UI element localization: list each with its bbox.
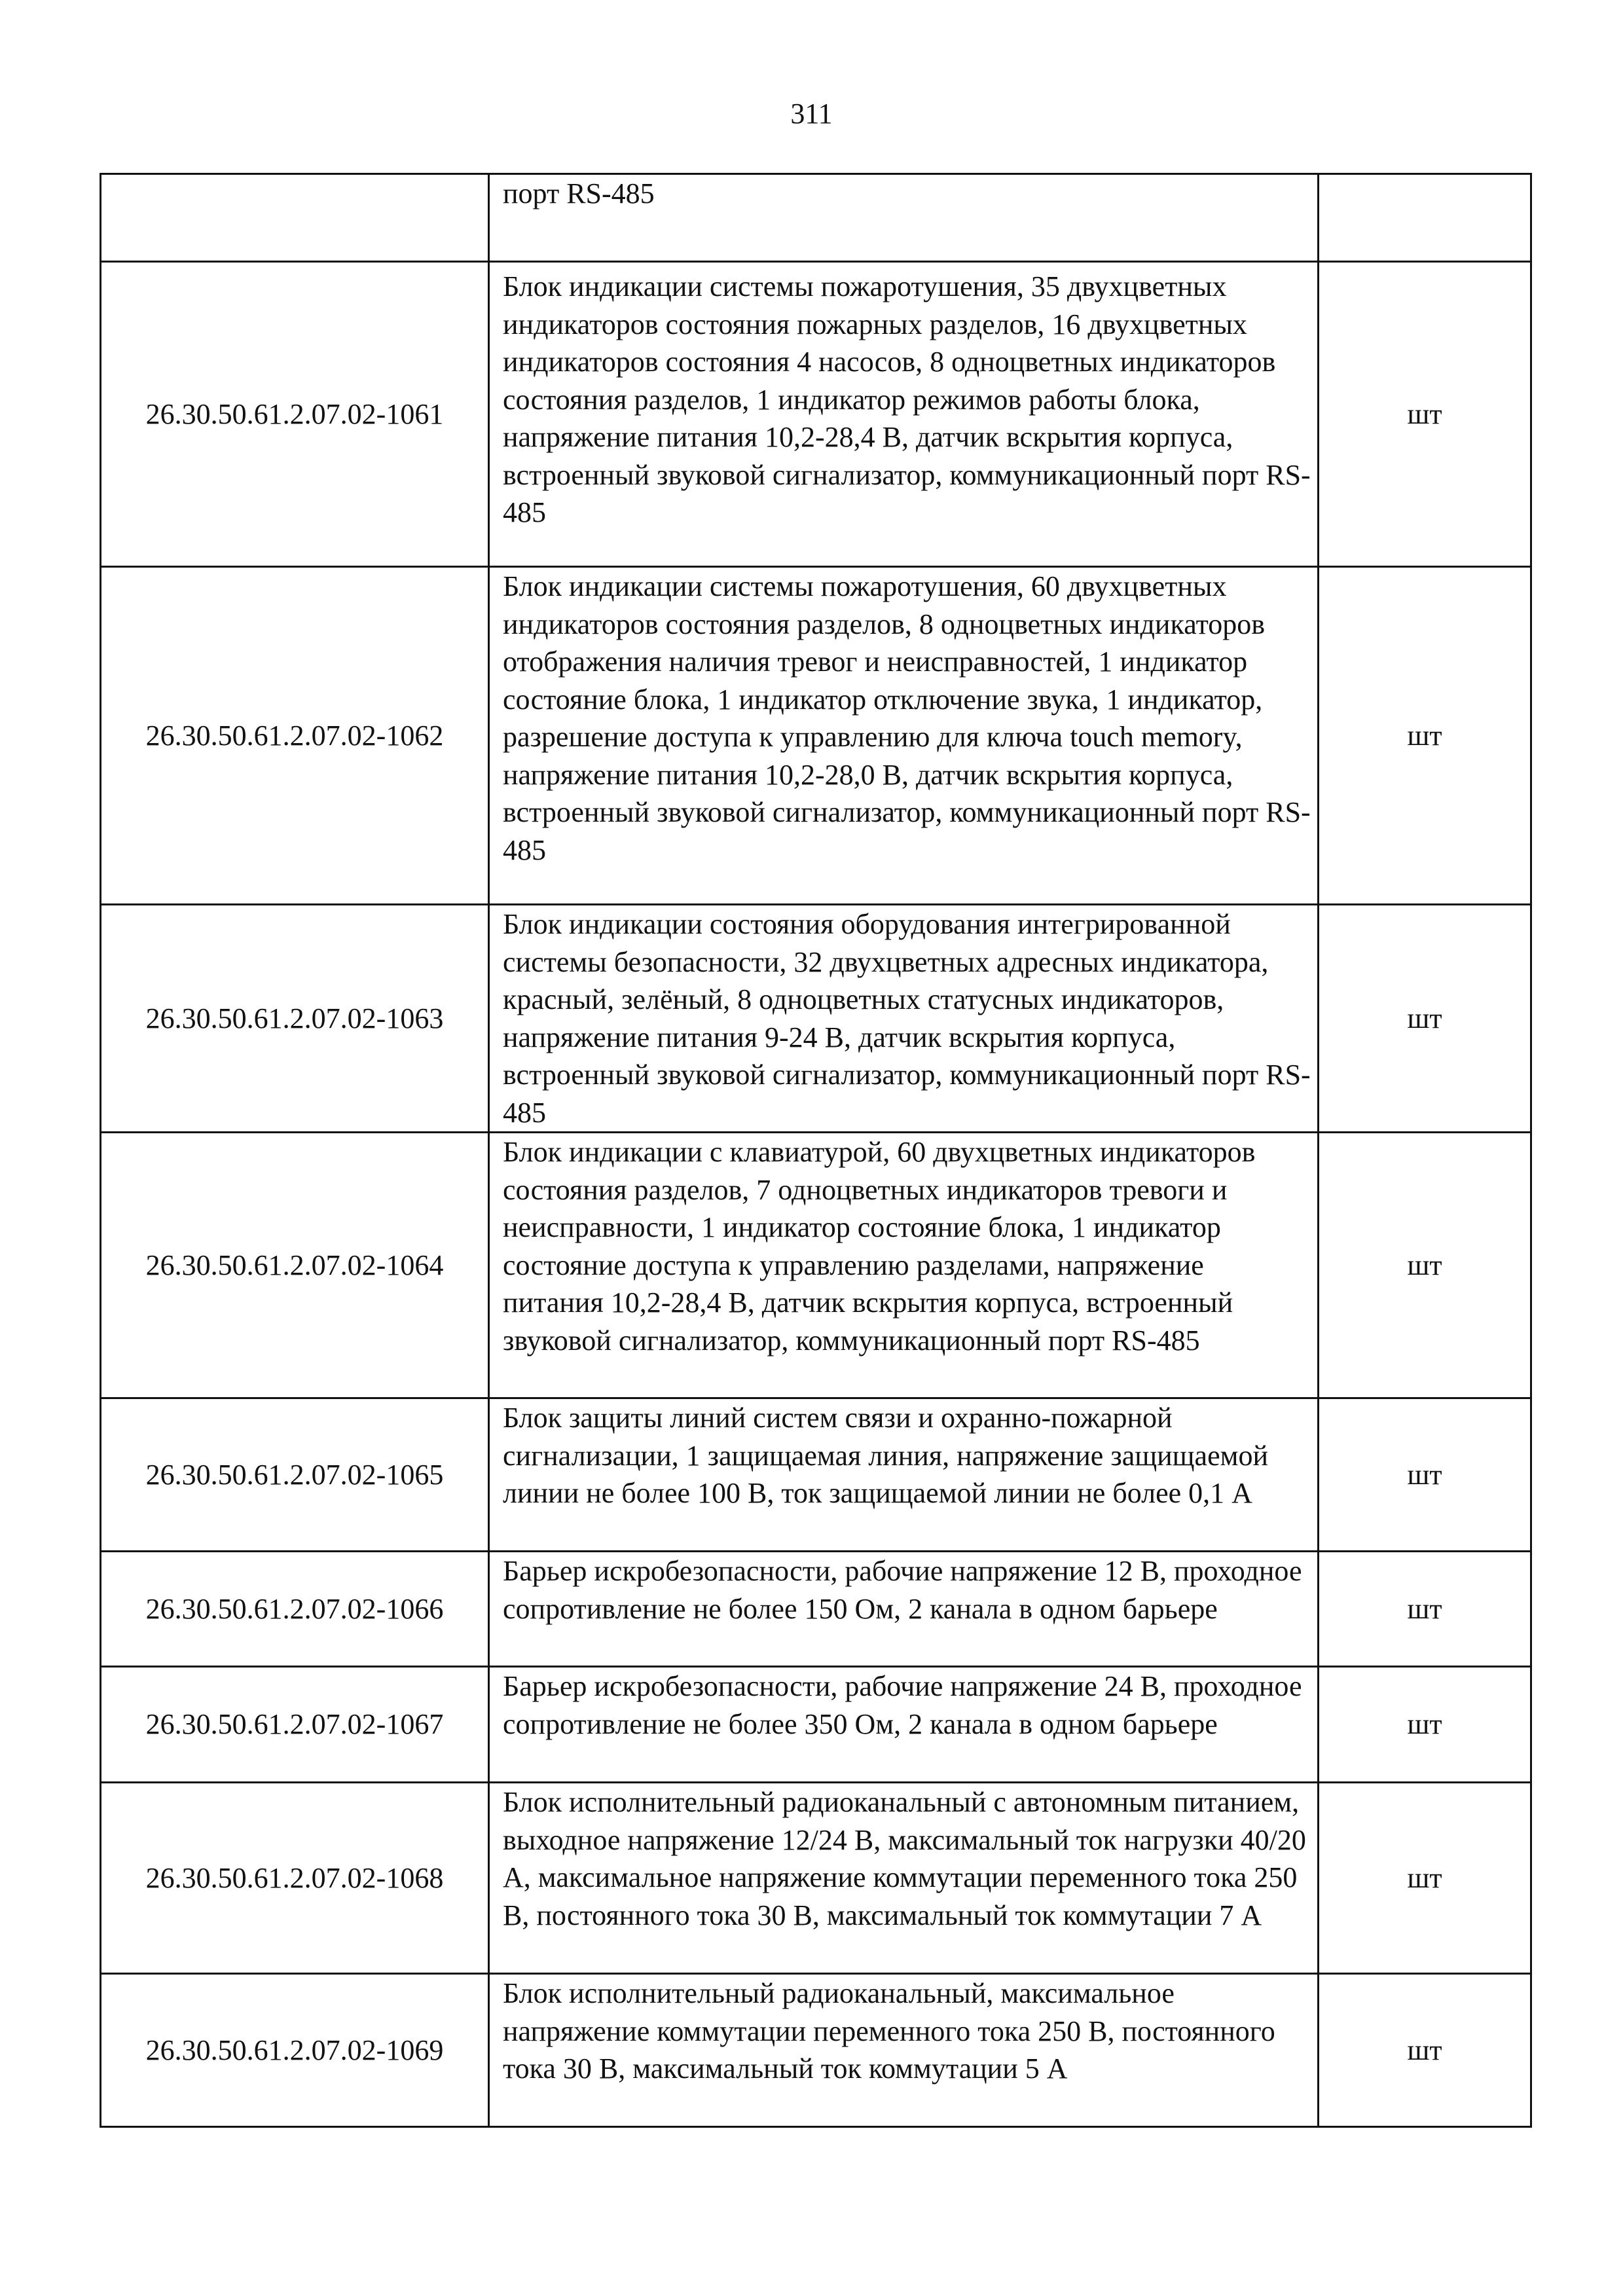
- resource-description: Блок индикации системы пожаротушения, 35 двухцветных индикаторов состояния пожарных разделов, 16 двухцветных индикаторов состояния 4 насосов, 8 одноцветных индикаторов состояния разделов, 1 индикатор режимов работы блока, напряжение питания 10,2-28,4 В, датчик вскрытия корпуса, встроенный звуковой сигнализатор, коммуникационный порт RS-485: [489, 262, 1319, 567]
- table-row: [101, 905, 1531, 1133]
- resource-code: [101, 174, 489, 262]
- resource-description: Блок исполнительный радиоканальный, максимальное напряжение коммутации переменного тока 250 В, постоянного тока 30 В, максимальный ток коммутации 5 А: [489, 1974, 1319, 2127]
- table-row: [101, 1133, 1531, 1398]
- page-number: 311: [790, 98, 833, 130]
- unit-of-measure: шт: [1319, 1974, 1531, 2127]
- resource-description: Блок защиты линий систем связи и охранно-пожарной сигнализации, 1 защищаемая линия, напряжение защищаемой линии не более 100 В, ток защищаемой линии не более 0,1 А: [489, 1398, 1319, 1552]
- table-row: [101, 1974, 1531, 2127]
- table-row: [101, 1398, 1531, 1552]
- resource-code: 26.30.50.61.2.07.02-1065: [101, 1398, 489, 1552]
- resource-code: 26.30.50.61.2.07.02-1066: [101, 1552, 489, 1667]
- unit-of-measure: шт: [1319, 1783, 1531, 1974]
- resource-table: [100, 173, 1532, 2128]
- table-row: [101, 1552, 1531, 1667]
- unit-of-measure: шт: [1319, 1667, 1531, 1783]
- unit-of-measure: шт: [1319, 262, 1531, 567]
- resource-description: Блок индикации системы пожаротушения, 60 двухцветных индикаторов состояния разделов, 8 одноцветных индикаторов отображения наличия тревог и неисправностей, 1 индикатор состояние блока, 1 индикатор отключение звука, 1 индикатор, разрешение доступа к управлению для ключа touch memory, напряжение питания 10,2-28,0 В, датчик вскрытия корпуса, встроенный звуковой сигнализатор, коммуникационный порт RS-485: [489, 567, 1319, 905]
- resource-code: 26.30.50.61.2.07.02-1064: [101, 1133, 489, 1398]
- resource-description: Барьер искробезопасности, рабочие напряжение 12 В, проходное сопротивление не более 150 Ом, 2 канала в одном барьере: [489, 1552, 1319, 1667]
- table-row: [101, 1783, 1531, 1974]
- unit-of-measure: шт: [1319, 1398, 1531, 1552]
- unit-of-measure: шт: [1319, 1552, 1531, 1667]
- resource-code: 26.30.50.61.2.07.02-1061: [101, 262, 489, 567]
- resource-description: порт RS-485: [489, 174, 1319, 262]
- table-row: [101, 567, 1531, 905]
- resource-description: Барьер искробезопасности, рабочие напряжение 24 В, проходное сопротивление не более 350 Ом, 2 канала в одном барьере: [489, 1667, 1319, 1783]
- resource-description: Блок индикации с клавиатурой, 60 двухцветных индикаторов состояния разделов, 7 одноцветных индикаторов тревоги и неисправности, 1 индикатор состояние блока, 1 индикатор состояние доступа к управлению разделами, напряжение питания 10,2-28,4 В, датчик вскрытия корпуса, встроенный звуковой сигнализатор, коммуникационный порт RS-485: [489, 1133, 1319, 1398]
- resource-code: 26.30.50.61.2.07.02-1068: [101, 1783, 489, 1974]
- resource-code: 26.30.50.61.2.07.02-1067: [101, 1667, 489, 1783]
- resource-code: 26.30.50.61.2.07.02-1062: [101, 567, 489, 905]
- unit-of-measure: шт: [1319, 1133, 1531, 1398]
- resource-description: Блок индикации состояния оборудования интегрированной системы безопасности, 32 двухцветных адресных индикатора, красный, зелёный, 8 одноцветных статусных индикаторов, напряжение питания 9-24 В, датчик вскрытия корпуса, встроенный звуковой сигнализатор, коммуникационный порт RS-485: [489, 905, 1319, 1133]
- unit-of-measure: шт: [1319, 567, 1531, 905]
- resource-code: 26.30.50.61.2.07.02-1069: [101, 1974, 489, 2127]
- resource-code: 26.30.50.61.2.07.02-1063: [101, 905, 489, 1133]
- table-row: [101, 174, 1531, 262]
- unit-of-measure: [1319, 174, 1531, 262]
- resource-description: Блок исполнительный радиоканальный с автономным питанием, выходное напряжение 12/24 В, максимальный ток нагрузки 40/20 А, максимальное напряжение коммутации переменного тока 250 В, постоянного тока 30 В, максимальный ток коммутации 7 А: [489, 1783, 1319, 1974]
- unit-of-measure: шт: [1319, 905, 1531, 1133]
- table-row: [101, 1667, 1531, 1783]
- table-row: [101, 262, 1531, 567]
